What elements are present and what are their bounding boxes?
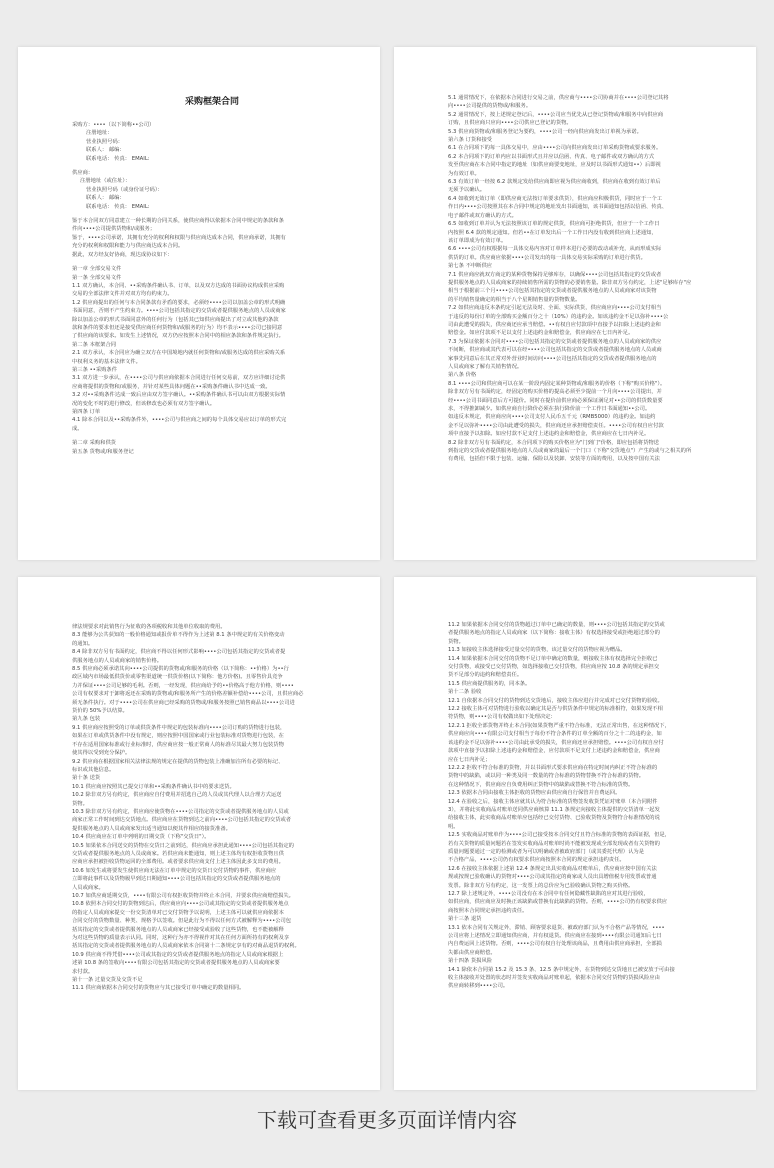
text-line: 11.3 如接收主体选择接受过量交付的货物，该过量交付的货物应视为赠品。 [448, 647, 626, 654]
text-line: 供应商转移到••••公司。 [448, 983, 509, 990]
text-line: 质量问题要通过一定的检测或者为可以明确或者被政府部门（或其委托代理）认为是 [448, 848, 644, 855]
text-line: 交付货物，或接受已交付货物，如选择接收已交付货物，供应商应按 10.8 条的规定承担交 [448, 664, 660, 671]
text-line: 相当于根据前三个月••••公司包括其指定的交货或者提供服务地点的人员或商家对该货物 [448, 288, 657, 295]
text-line: 订购，且供应商只应向••••公司供应已登记的货物。 [448, 120, 572, 127]
download-more-prompt[interactable]: 下载可查看更多页面详情内容 [257, 1108, 517, 1132]
text-line: 6.2 本合同项下的订单内应以书面形式且并应以信函、传真、电子邮件或双方确认的方式 [448, 153, 655, 160]
text-line: 家事先同意后在其正常对外营业时间访问••••公司包括其指定的交货或者提供服务地点的 [448, 355, 657, 362]
text-line: 的通知。 [72, 640, 94, 647]
text-line: 12.2.2 拒收不符合标准的货物，并以书面形式要求供应商在特定时间内纠正不符合标准的 [448, 764, 658, 771]
text-line: 货物。 [448, 638, 464, 645]
text-line: 该违约金不足以弥补••••公司由此承受的损失，供应商还应承担赔偿。••••公司有权自应付 [448, 739, 664, 746]
text-line: 7.1 供应商应就双方商定的某种货物保持足够库存，以确保••••公司包括其指定的交货或者 [448, 271, 662, 278]
text-line: 6.6 ••••公司有权根据每一具体交易内容对订单样本进行必要的改动或补充，从而形成实际 [448, 246, 662, 253]
page-1-body [72, 121, 352, 456]
text-line: 采购方：••••（以下简称••公司） [72, 122, 155, 128]
text-line: 6.1 在合同项下的每一具体交易中，应由••••公司向供应商发出订单采购货物或要求服务。 [448, 145, 662, 152]
text-line: 12.4 在验收之后，接收主体应就其认为符合标准的货物签发收货凭证对账单（本合同附件 [448, 798, 658, 805]
text-line: 如果在订单或供货条件中没有规定，则应按照中国国家或行业包装标准对货物进行包装，在 [72, 733, 284, 740]
text-line: 注册地址（或住址）： [80, 178, 131, 185]
text-line: 5.3 供应商货物或/和服务登记为要约，••••公司一经向供应商发出订单视为承诺。 [448, 128, 642, 135]
text-line: 须无条件执行。对于••••公司在供应商已经采购的货物或/和服务按照已销售商品以••••公司进 [72, 699, 295, 706]
text-line: 8.3 能够为公共获知的一般价格通知或报价单不得作为上述第 8.1 条中规定的有关价格变动 [72, 632, 285, 639]
text-line: 供应商： [72, 170, 94, 177]
text-line: 11.4 如果依据本合同交付的货物不足订单中确定的数量，则接收主体有权选择完全拒收已 [448, 655, 658, 662]
text-line: 11.2 如果依据本合同交付的货物超过订单中已确定的数量，则••••公司包括其指定的交货或 [448, 622, 665, 628]
text-line: 1.1 双方确认，本合同、••采购条件确认书、订单，以及双方达成的书面协议构成供应采购 [72, 282, 285, 289]
text-line: 有费用，包括但不限于包装、运输、保险以及装卸、安装等方面的费用，以及按中国有关法 [448, 456, 660, 463]
text-line: 人员或商家。 [72, 884, 104, 891]
text-line: 第十四条 货损风险 [448, 958, 493, 965]
text-line: 律法规要求对此销售行为征收的各项税收和其他单位收取的费用。 [72, 624, 226, 630]
text-line: 求付款。 [72, 968, 94, 975]
text-line: 款项中直接予以扣除上述违约金和赔偿金，应付款项不足支付上述违约金和赔偿金，供应商 [448, 748, 660, 755]
text-line: 政区域内市场最低供货价或零售渠道统一供货价格(以下简称：他方价格)。且零售价具竞争 [72, 674, 283, 681]
text-line: 提供服务地点的人员或商家的持续销售所需的货物的必要销售量。除非双方另有约定，上述"足够库存"应 [448, 279, 692, 286]
text-line: 10.3 除非双方另有约定，供应商应使货物在••••公司指定的交货或者提供服务地点的人员或 [72, 808, 289, 815]
text-line: 第六条 订货和接受 [448, 137, 493, 144]
text-line: 4.1 除本合同以及••采购条件外，••••公司与供应商之间的每个具体交易应以订单的形式完 [72, 417, 287, 424]
text-line: 6.4 如收到无效订单（即供应商无法按订单要求供货），供应商应积极供货，同时应于一个工 [448, 195, 663, 202]
text-line: 2.1 双方承认，本合同应为确立双方在中国境地内就任何货物和/或服务达成的供应采购关系 [72, 350, 286, 357]
text-line: 合同交付的货物数量、种类、规格予以签收。但是此行为不得以任何方式被解释为••••公司包 [72, 918, 292, 925]
text-line: 求，不得推卸减少。如供应商自行降价必须在执行降价前一个工作日书面通知••公司。 [448, 406, 651, 413]
text-line: 12.7 除上述规定外，••••公司没有在本合同中有任何隐藏性缺陷的应对其进行验收， [448, 891, 649, 897]
page-3-body [72, 623, 352, 993]
text-line: 9.1 供应商应按照受的订单或供货条件中规定的包装标准向••••公司订购的货物进行包装， [72, 724, 286, 731]
text-line: 提供服务地点的人员或商家发出适当通知以便其作相应的接货准备。 [72, 825, 231, 832]
text-line: 内自费运回上述货物。否则，••••公司有权自行处理该商品，且费用由供应商承担，全部损 [448, 941, 662, 948]
text-line: 10.5 如果依本合同送交的货物在交货日之前到达，供应商应承担此通知••••公司包括其指定的 [72, 842, 294, 849]
text-line: 明。 [448, 823, 459, 830]
text-line: 1.2 供应商提出的任何与本合同条款有矛盾的要求，必须经••••公司以加盖公章的形式明确 [72, 299, 286, 306]
text-line: 第十条 送货 [72, 775, 101, 782]
text-line: 电子邮件或双方确认的方式。 [448, 212, 517, 219]
text-line: 12.2 接收主体可对货物进行验收以确定其是否与供货条件中规定的标准相符，如果发现不相 [448, 706, 663, 713]
text-line: 9.2 供应商在根据国家相关法律法规的规定在提供的货物包装上准确加注所有必要的标记、 [72, 758, 284, 765]
text-line: 第五条 货物或/和服务登记 [72, 448, 134, 455]
text-line: 联系人： 邮编： [86, 147, 125, 154]
text-line: 10.7 如供应商延期交货，••••有限公司有权拒收货物并终止本合同，并要求供应商赔偿损失。 [72, 893, 294, 899]
text-line: 的平均销售量确定的相当于八个星期销售量的货物数量。 [448, 296, 581, 303]
text-line: 件向••••公司提供货物和/或服务； [72, 226, 156, 233]
text-line: 7.3 为保证依据本合同对••••公司包括其指定的交货或者提供服务地点的人员或商家的供应 [448, 338, 662, 345]
text-line: 第十一条 过量交货及交货不足 [72, 977, 143, 984]
text-line: 除以加盖公章的形式书面同意外的任何行为（包括其已知供应商提出了对立或其他的条款 [72, 316, 279, 323]
text-line: 公司有权要求对于卸将返还在采购的货物或/和服务所产生的价格差额补偿给••••公司，且供应商必 [72, 691, 304, 698]
text-line: 发至供应商在本合同中指定的地址（如供应商要变地址，应及时以书面形式通知••）后即视 [448, 162, 661, 169]
text-line: 联系电话： 传真： EMAIL: [86, 155, 150, 162]
text-line: 货不足部分的违约和赔偿责任。 [448, 672, 523, 679]
document-title: 采购框架合同 [184, 97, 239, 107]
text-line: 第二条 本框架合同 [72, 341, 117, 348]
text-line: 第三条 ••采购条件 [72, 366, 118, 373]
text-line: 交易的全部法律文件并对双方均有约束力。 [72, 291, 173, 298]
text-line: 作日内••••公司按照其在本合同中规定的地址发出书面通知，该书面通知包括以信函、传真、 [448, 204, 668, 211]
text-line: 在这种情况下，供应商应自负费用纠正货物中的缺陷或替换不符合标准的货物。 [448, 781, 634, 788]
text-line: 经••••公司书面同意后方可提价。同时在提价前供应商必须保证满足对••公司的供货数量要 [448, 397, 663, 404]
text-line: 5.2 通常情况下，按上述规定登记后，••••公司应当优先从已登记货物或/和服务中向供应商 [448, 111, 664, 118]
text-line: 司由此遭受的损失，供应商还应承当赔偿。••有权自应付款项中直接予以扣除上述违约金和 [448, 321, 661, 328]
text-line: 了供应商的该要求。如发生上述情况，双方仍应按照本合同中的相应条款和条件规定执行。 [72, 333, 284, 340]
text-line: 第九条 包装 [72, 716, 101, 723]
text-line: 营业执照号码（或身份证号码）： [86, 186, 163, 193]
text-line: 14.1 除依本合同第 15.2 及 15.3 条、12.5 条中规定外，在货物到达交货地且已被安放于可由接 [448, 966, 675, 973]
text-line: 3.2 对••采购条件达成一致后应由双方签字确认。••采购条件确认书可以由双方根据实际情 [72, 392, 286, 399]
text-line: 不存在适用国家标准或行业标准时，供应商应按一般正常商人的标准尽其最大努力包装货物 [72, 741, 284, 748]
text-line: 联系电话： 传真： EMAIL: [86, 203, 150, 210]
text-line: 8.5 供应商必须承诺其向••••公司提供的货物或/和服务的价格（以下简称：••价格）为••行 [72, 666, 289, 673]
text-line: 立即将此事件以及货物履早到达日期通知••••公司包括其指定的交货或者提供服务地点的 [72, 876, 281, 883]
text-line: 8.1 ••••公司和供应商可以在某一阶段内固定某种货物或/和服务的价格（下称"购买价格"）。 [448, 380, 666, 387]
text-line: 述第 10.8 条的签收向••••有限公司包括其指定的交货或者提供服务地点的人员或商家要 [72, 960, 280, 967]
text-line: 规或按规已验收确认的货物对••••公司或其指定的商家或人员出具增值税专用发票或普通 [448, 874, 657, 881]
text-line: 货物中的缺陷，或以同一种类及同一数量的符合标准的货物替换不符合标准的货物。 [448, 773, 644, 780]
text-line: 中权利义务的基本法律文件。 [72, 358, 141, 365]
text-line: 书面同意，否则不产生约束力。••••公司包括其指定的交货或者提供服务地点的人员或商家 [72, 308, 286, 315]
text-line: 12.1 自依据本合同交付的货物到达交货地后，接收主体应进行并完成对已交付货物的验收。 [448, 697, 663, 704]
text-line: 第四条 订单 [72, 409, 101, 415]
page-2-body [448, 94, 728, 464]
text-line: 括其指定的交货或者提供服务地点的人员或商家依本合同第十二条规定享有的对商品退货的权利。 [72, 943, 300, 950]
text-line: 收主体接收并处置的状态时并签发实收商品对账单起，依据本合同交付货物的货损风险应由 [448, 975, 660, 982]
text-line: 不合格产品，••••公司仍有权要求供应商按照本合同的规定承担违约责任。 [448, 857, 625, 864]
text-line: 供服务地点的人员或商家的销售价格。 [72, 657, 163, 664]
text-line: 8.4 除非双方另有书面约定，供应商不得以任何形式影响••••公司包括其指定的交货或者提 [72, 649, 286, 656]
text-line: 第七条 不申断供应 [448, 263, 493, 270]
text-line: 货物。 [72, 800, 88, 807]
text-line: 应商应承担被拒收货物运回的全部费用。或者要求供应商支付上述主体因此多支出的费用。 [72, 859, 284, 866]
text-line: 交货或者提供服务地点的人员或商家。若供应商未能通知，则上述主体均有权拒收货物且供 [72, 850, 284, 857]
text-line: 第十二条 验收 [448, 689, 482, 696]
text-line: 充分的权利和权限和能力与供应商达成本合同。 [72, 243, 184, 250]
document-page-1 [18, 47, 380, 560]
text-line: 不间断，供应商或其代表可以在经••••公司包括其指定的交货或者提供服务地点的人员或商 [448, 347, 662, 354]
text-line: 12.2.1 拒收全部货物并终止本合同(如果货物严重不符合标准，无法正常出售，在这种情况下， [448, 722, 670, 729]
text-line: 10.4 供应商应在订单中列明的日期交货（下称"交货日"）。 [72, 834, 210, 841]
page-4-body [448, 621, 728, 991]
text-line: 10.9 供应商不得凭借••••公司或其指定的交货或者提供服务地点的指定人员或商家根据上 [72, 951, 284, 958]
text-line: 人员或商家了解有关销售情况。 [448, 364, 523, 370]
text-line: 据此，双方经友好协商，现达成协议如下： [72, 251, 173, 258]
text-line: 联系人： 邮编： [86, 195, 125, 202]
text-line: 7.2 如供应商违反本条约定引起无法及时、全面、实际供货，供应商应向••••公司支付相当 [448, 305, 662, 312]
text-line: 应在七日内补足； [448, 756, 491, 763]
text-line: 除非双方另有书面约定，经固定的购买价格的提高必须至少提前一个月向••••公司提出，并 [448, 389, 662, 396]
text-line: 10.6 如发生或将要发生使供应商无法在订单中规定的交货日交付货物的事件，供应商应 [72, 867, 277, 874]
text-line: 如供应商，供应商应及时换正该缺陷或替换有此缺陷的货物。否则，••••公司仍有权要求供应 [448, 899, 668, 906]
text-line: 第一条 全部交易文件 [72, 274, 122, 281]
document-page-3 [18, 577, 380, 1090]
text-line: 给接收主体，此实收商品对账单应包括经已交付货物、已验收货物及货物符合标准情况的说 [448, 815, 660, 822]
text-line: 况的变化不时的进行修改，但该修改也必须有双方签字确认。 [72, 400, 216, 407]
text-line: 该订单即成为有效订单。 [448, 237, 507, 244]
text-line: 项中直接予以扣除。如应付款不足支付上述违约金和赔偿金，供应商应在七日内补足。 [448, 431, 650, 438]
text-line: 无须予以确认。 [448, 187, 486, 194]
text-line: 向••••公司提供的货物或/和服务。 [448, 103, 532, 110]
text-line: 于违反的每份订单的全部购买金额百分之十（10%）的违约金。如该违约金不足以弥补••••公 [448, 313, 669, 320]
text-line: 13.1 依本合同有关规定外，滞销、顾客要求退货、被政府部门认为不合格产品等情况，•••• [448, 924, 665, 931]
text-line: 使其得以受到充分保护。 [72, 750, 131, 757]
text-line: 标识或其他信息。 [72, 766, 115, 773]
text-line: 公司应将上述情况立即通知供应商，并有权退货。供应商应在接到••••有限公司通知后七日 [448, 933, 662, 940]
text-line: 金不足以弥补••••公司由此遭受的损失，供应商还应承担赔偿责任。••••公司有权自应付款 [448, 422, 664, 429]
text-line: 供应商应向••••有限公司支付相当于每份不符合条件的订单全额的百分之十二的违约金，如 [448, 731, 662, 738]
text-line: 款和条件的要求但还是接受供应商任何货物和/或服务的行为）均不表示••••公司已接同意 [72, 324, 283, 331]
text-line: 注册地址： [86, 130, 113, 137]
text-line: 3.1 双方进一步承认，在••••公司与供应商依据本合同进行任何交易前，双方应详细讨论供 [72, 375, 286, 382]
text-line: 如违反本规定，供应商应向••••公司支付人民币五千元（RMB5000）的违约金。如违约 [448, 414, 656, 421]
text-line: 为对这些货物的质量表示认同。同时，这种行为亦不得视作对其在任何方面所持有的权利及享 [72, 935, 290, 942]
text-line: 应商将提供的货物和/或服务，并针对某些具体问题在••采购条件确认书中达成一致。 [72, 383, 271, 390]
text-line: 为有效订单。 [448, 170, 480, 177]
text-line: 货价的 50%予以结算。 [72, 708, 128, 715]
text-line: 成。 [72, 425, 83, 432]
text-line: 发票。除非双方另有约定，这一发票上的总价应为已验收确认货物之购买价格。 [448, 882, 634, 889]
text-line: 鉴于本合同双方同意建立一种长期的合同关系，使供应商得以依据本合同中规定的条款和条 [72, 218, 284, 225]
text-line: 括其指定的交货或者提供服务地点的人员或商家已经接受或验收了这些货物，也不能被解释 [72, 926, 284, 933]
text-line: 商家正常工作时间到达交货地点。供应商应在货物到达之前向••••公司包括其指定的交货或者 [72, 817, 292, 824]
text-line: 11.5 供应商提供服务的，同本条。 [448, 680, 531, 687]
text-line: 8.2 除非双方另有书面约定，本合同项下的购买价格应为"门到门"价格，即应包括将货物送 [448, 439, 659, 446]
text-line: 若有关货物的质量问题若在签发实收商品对账单时尚不能被发现或全部发现或者有关货物的 [448, 840, 660, 847]
text-line: 11.1 供应商依据本合同交付的货物应与其已接受订单中确定的数量相同。 [72, 985, 245, 992]
document-page-2 [394, 47, 756, 560]
document-page-4 [394, 577, 756, 1090]
text-line: 鉴于，••••公司承诺，其拥有充分的权利和权限与供应商达成本合同，供应商承诺，其拥有 [72, 234, 286, 241]
text-line: 供货的订单。供应商应依据••••公司发出的每一具体交易实际采购的订单进行供货。 [448, 254, 646, 261]
text-line: 营业执照号码： [86, 138, 124, 145]
text-line: 10.8 依照本合同交付的货物到达后，供应商应向••••公司或其指定的交货或者提供服务地点 [72, 901, 289, 908]
text-line: 第二章 采购和供货 [72, 440, 117, 447]
text-line: 符货物，则••••公司有权做出如下处理决定： [448, 714, 556, 721]
text-line: 内按照 6.4 款的规定通知。但若••在订单发出后一个工作日内没有收到供应商上述通知， [448, 229, 657, 236]
text-line: 12.6 在接收主体依据上述第 12.4 条规定出具实收商品对账单后，供应商应按中国有关法 [448, 865, 657, 872]
text-line: 赔偿金。如应付款项不足以支付上述违约金和赔偿金，供应商应在七日内补足。 [448, 330, 634, 337]
text-line: 12.5 实收商品对账单作为••••公司已接受按本合同交付且符合标准的货物的表面证据，但是， [448, 832, 670, 839]
text-line: 商按照本合同规定承担违约责任。 [448, 907, 528, 914]
text-line: 失都由供应商赔偿。 [448, 949, 496, 956]
text-line: 到指定的交货或者提供服务地点的人员或商家的最后一个门口（下称"交货地点"）产生的或与之相关的所 [448, 448, 692, 455]
text-line: 力并保证••••公司足够的毛利。否则，一经发现，供应商给予的••价格高于他方价格，则•••• [72, 682, 294, 689]
text-line: 6.5 如收到订单并认为无法按照该订单的规定供货，供应商可拒绝供货，但应于一个工作日 [448, 221, 660, 228]
text-line: 10.2 除非双方另有约定，供应商应自付费用并招选自己的人员或其代理人以合理方式运送 [72, 792, 282, 799]
text-line: 12.3 依据本合同由接收主体拒收的货物应由供应商自行保管并自费运回。 [448, 790, 621, 797]
text-line: 第一章 全部交易文件 [72, 266, 122, 273]
text-line: 3），并将此实收商品对账单送同供应商核算 11.1 条规定向接收主体提供的交货清单一起发 [448, 806, 660, 813]
text-line: 的指定人员或商家提交一份交货清单对已交付货物予以说明，上述主体可以就供应商依据本 [72, 909, 284, 916]
text-line: 6.3 有效订单一经按 6.2 款规定发给供应商即应视为供应商收到，供应商在收到有效订单后 [448, 179, 661, 186]
text-line: 者提供服务地点的指定人员或商家（以下简称：接收主体）有权选择接受或拒绝超过部分的 [448, 630, 660, 637]
text-line: 5.1 通常情况下，在依据本合同进行交易之前，供应商与••••公司协商并在••••公司登记其将 [448, 95, 669, 101]
text-line: 第八条 价格 [448, 372, 477, 379]
text-line: 第十三条 退货 [448, 916, 482, 923]
text-line: 10.1 供应商应按照其已提交订单和••采购条件确认书中的要求送货。 [72, 783, 235, 790]
